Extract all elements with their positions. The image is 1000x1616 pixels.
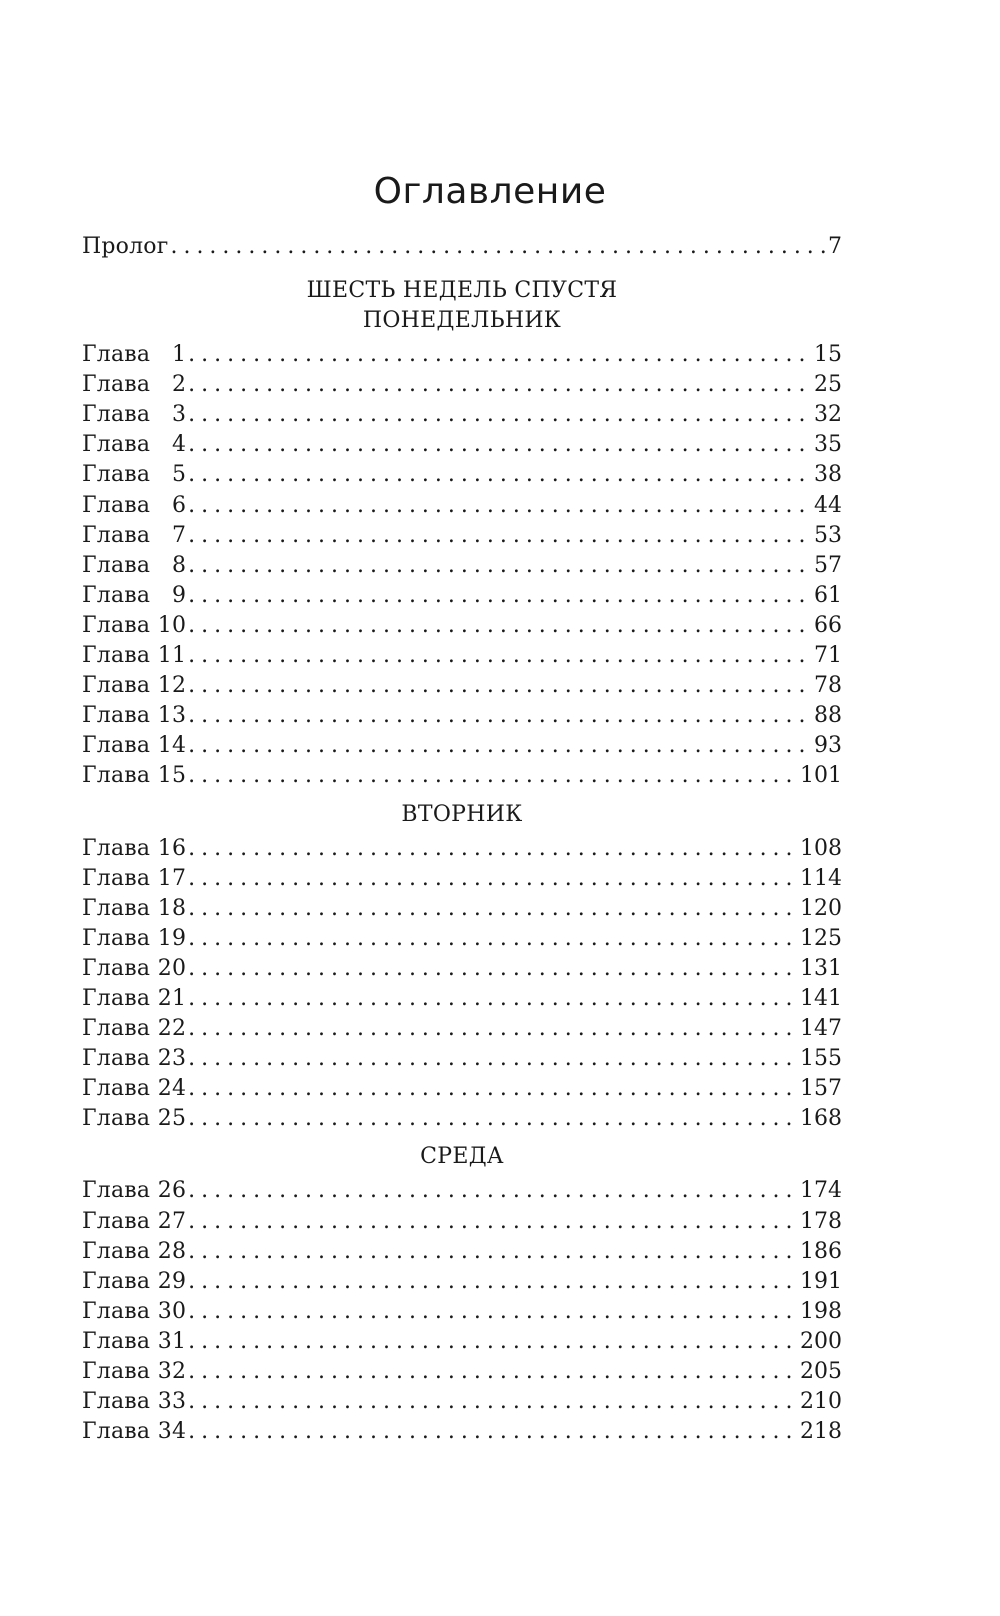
- toc-entry-chapter: [82, 370, 842, 400]
- toc-page-number: 66: [814, 612, 842, 638]
- toc-page-number: 78: [814, 673, 842, 699]
- toc-entry-chapter: [82, 1074, 842, 1104]
- toc-entry-chapter: [82, 761, 842, 791]
- toc-page-number: 108: [800, 835, 842, 861]
- toc-entry-chapter: [82, 894, 842, 924]
- toc-page-number: 141: [800, 985, 842, 1011]
- toc-entry-label: [82, 834, 186, 864]
- chapter-number: 21: [157, 985, 187, 1011]
- toc-entry-chapter: [82, 491, 842, 521]
- toc-entry-chapter: [82, 1417, 842, 1447]
- chapter-number: 32: [157, 1359, 187, 1384]
- dot-leader: [188, 641, 812, 671]
- chapter-number: 24: [157, 1076, 187, 1102]
- toc-page-number: 7: [828, 234, 842, 259]
- dot-leader: [188, 1327, 798, 1357]
- toc-entry-label: [82, 1357, 186, 1387]
- chapter-number: 20: [157, 955, 187, 981]
- toc-page-number: 57: [814, 552, 842, 578]
- chapter-word: Глава: [82, 733, 151, 759]
- toc-entry-label: [82, 1267, 186, 1297]
- toc-entry-label: [82, 984, 186, 1014]
- dot-leader: [188, 1417, 798, 1447]
- toc-entry-label: [82, 1237, 186, 1267]
- toc-entry-label: [82, 1207, 186, 1237]
- chapter-number: 22: [157, 1016, 187, 1042]
- toc-entry-label: [82, 460, 186, 490]
- chapter-word: Глава: [82, 673, 151, 699]
- toc-page-number: 35: [814, 432, 842, 458]
- chapter-word: Глава: [82, 1328, 151, 1354]
- toc-entry-chapter: [82, 581, 842, 611]
- chapter-number: 31: [157, 1328, 187, 1354]
- toc-page-number: 155: [800, 1046, 842, 1072]
- chapter-number: 6: [171, 492, 187, 518]
- toc-entry-label: [82, 864, 186, 894]
- dot-leader: [188, 581, 812, 611]
- toc-section: [82, 1134, 842, 1447]
- chapter-word: Глава: [82, 1389, 151, 1415]
- chapter-word: Глава: [82, 1178, 151, 1204]
- dot-leader: [188, 521, 812, 551]
- chapter-number: 25: [157, 1106, 187, 1132]
- toc-entry-label: [82, 954, 186, 984]
- chapter-number: 18: [157, 895, 187, 921]
- toc-page-number: 200: [800, 1328, 842, 1354]
- dot-leader: [188, 731, 812, 761]
- chapter-word: Глава: [82, 582, 151, 608]
- toc-entry-chapter: [82, 400, 842, 430]
- dot-leader: [188, 1176, 798, 1206]
- dot-leader: [188, 340, 812, 370]
- chapter-number: 1: [171, 342, 187, 368]
- toc-page-number: 101: [800, 763, 842, 789]
- chapter-number: 2: [171, 372, 187, 398]
- chapter-number: 29: [157, 1268, 187, 1294]
- toc-entry-label: [82, 761, 186, 791]
- chapter-word: Глава: [82, 462, 151, 488]
- toc-entry-label: [82, 671, 186, 701]
- dot-leader: [188, 924, 798, 954]
- toc-entry-chapter: [82, 984, 842, 1014]
- dot-leader: [188, 894, 798, 924]
- toc-entry-label: [82, 731, 186, 761]
- spacer: [82, 792, 842, 800]
- toc-page-number: 157: [800, 1076, 842, 1102]
- toc-entry-chapter: [82, 430, 842, 460]
- dot-leader: [188, 1074, 798, 1104]
- toc-entry-label: [82, 1014, 186, 1044]
- dot-leader: [188, 954, 798, 984]
- spacer: [82, 262, 842, 276]
- toc-page-number: 38: [814, 462, 842, 488]
- toc-entry-chapter: [82, 1207, 842, 1237]
- toc-page-number: 88: [814, 703, 842, 729]
- chapter-number: 16: [157, 835, 187, 861]
- dot-leader: [188, 491, 812, 521]
- chapter-word: Глава: [82, 372, 151, 398]
- chapter-number: 14: [157, 733, 187, 759]
- dot-leader: [188, 1357, 798, 1387]
- chapter-word: Глава: [82, 763, 151, 789]
- chapter-number: 13: [157, 703, 187, 729]
- toc-entry-chapter: [82, 1044, 842, 1074]
- toc-entry-chapter: [82, 340, 842, 370]
- dot-leader: [188, 1207, 798, 1237]
- section-heading: ПОНЕДЕЛЬНИК: [362, 308, 562, 334]
- chapter-number: 11: [157, 643, 187, 669]
- chapter-word: Глава: [82, 1359, 151, 1384]
- chapter-number: 10: [157, 612, 187, 638]
- chapter-word: Глава: [82, 865, 151, 891]
- dot-leader: [188, 460, 812, 490]
- toc-page-number: 44: [814, 492, 842, 518]
- toc-entry-chapter: [82, 671, 842, 701]
- chapter-word: Глава: [82, 1419, 151, 1445]
- chapter-word: Глава: [82, 402, 151, 428]
- dot-leader: [188, 1387, 798, 1417]
- chapter-number: 27: [157, 1208, 187, 1234]
- dot-leader: [188, 834, 798, 864]
- toc-entry-label: [82, 400, 186, 430]
- toc-page-number: 210: [800, 1389, 842, 1415]
- toc-entry-label: [82, 551, 186, 581]
- chapter-number: 26: [157, 1178, 187, 1204]
- toc-entry-chapter: [82, 1267, 842, 1297]
- toc-entry-label: [82, 894, 186, 924]
- chapter-number: 5: [171, 462, 187, 488]
- toc-entry-chapter: [82, 521, 842, 551]
- toc-page-number: 125: [800, 925, 842, 951]
- dot-leader: [188, 551, 812, 581]
- toc-section: [82, 792, 842, 1135]
- chapter-number: 3: [171, 402, 187, 428]
- chapter-number: 30: [157, 1298, 187, 1324]
- section-heading: ШЕСТЬ НЕДЕЛЬ СПУСТЯ: [306, 278, 618, 304]
- toc-entry-chapter: [82, 1014, 842, 1044]
- toc-section: [82, 276, 842, 791]
- toc-page-number: 147: [800, 1016, 842, 1042]
- chapter-word: Глава: [82, 835, 151, 861]
- toc-entry-label: [82, 641, 186, 671]
- section-heading: СРЕДА: [420, 1144, 504, 1170]
- chapter-word: Глава: [82, 522, 151, 548]
- toc-entry-chapter: [82, 1237, 842, 1267]
- dot-leader: [188, 430, 812, 460]
- dot-leader: [188, 864, 798, 894]
- toc-page-number: 25: [814, 372, 842, 398]
- section-heading: ВТОРНИК: [401, 801, 523, 827]
- chapter-word: Глава: [82, 612, 151, 638]
- chapter-number: 33: [157, 1389, 187, 1415]
- toc-entry-label: [82, 1387, 186, 1417]
- chapter-number: 12: [157, 673, 187, 699]
- chapter-number: 34: [157, 1419, 187, 1445]
- dot-leader: [188, 1237, 798, 1267]
- toc-entry-label: [82, 1297, 186, 1327]
- dot-leader: [170, 232, 826, 262]
- toc-page-number: 218: [800, 1419, 842, 1445]
- chapter-word: Глава: [82, 1298, 151, 1324]
- toc-page-number: 186: [800, 1238, 842, 1264]
- dot-leader: [188, 1267, 798, 1297]
- toc-entry-chapter: [82, 701, 842, 731]
- toc-entry-label: [82, 924, 186, 954]
- toc-page-number: 71: [814, 643, 842, 669]
- dot-leader: [188, 1104, 798, 1134]
- dot-leader: [188, 1297, 798, 1327]
- toc-entry-chapter: [82, 954, 842, 984]
- toc-entry-label: [82, 1417, 186, 1447]
- toc-entry-chapter: [82, 460, 842, 490]
- chapter-number: 9: [171, 582, 187, 608]
- chapter-word: Глава: [82, 925, 151, 951]
- toc-sections: [82, 276, 842, 1447]
- toc-entry-label: [82, 701, 186, 731]
- toc-page-number: 53: [814, 522, 842, 548]
- chapter-word: Глава: [82, 1016, 151, 1042]
- toc-page-number: 114: [800, 865, 842, 891]
- table-of-contents: [82, 232, 842, 1447]
- chapter-word: Глава: [82, 1076, 151, 1102]
- toc-entry-label: [82, 1074, 186, 1104]
- toc-page-number: 205: [800, 1359, 842, 1384]
- toc-page-number: 131: [800, 955, 842, 981]
- toc-entry-chapter: [82, 551, 842, 581]
- toc-entry-chapter: [82, 1387, 842, 1417]
- toc-entry-chapter: [82, 611, 842, 641]
- dot-leader: [188, 400, 812, 430]
- toc-entry-label: [82, 370, 186, 400]
- toc-entry-chapter: [82, 1104, 842, 1134]
- toc-page-number: 168: [800, 1106, 842, 1132]
- toc-entry-chapter: [82, 731, 842, 761]
- chapter-word: Глава: [82, 342, 151, 368]
- chapter-word: Глава: [82, 985, 151, 1011]
- toc-entry-label: Пролог: [82, 234, 169, 259]
- dot-leader: [188, 611, 812, 641]
- dot-leader: [188, 370, 812, 400]
- dot-leader: [188, 701, 812, 731]
- toc-page-number: 178: [800, 1208, 842, 1234]
- toc-entry-label: [82, 1176, 186, 1206]
- toc-page-number: 198: [800, 1298, 842, 1324]
- page-title: Оглавление: [373, 171, 607, 212]
- toc-entry-chapter: [82, 924, 842, 954]
- dot-leader: [188, 1044, 798, 1074]
- chapter-word: Глава: [82, 1106, 151, 1132]
- chapter-word: Глава: [82, 895, 151, 921]
- toc-page-number: 191: [800, 1268, 842, 1294]
- toc-entry-label: [82, 340, 186, 370]
- chapter-number: 28: [157, 1238, 187, 1264]
- chapter-number: 8: [171, 552, 187, 578]
- chapter-word: Глава: [82, 1208, 151, 1234]
- toc-entry-chapter: [82, 1357, 842, 1387]
- toc-page-number: 120: [800, 895, 842, 921]
- chapter-word: Глава: [82, 955, 151, 981]
- toc-page-number: 15: [814, 342, 842, 368]
- chapter-word: Глава: [82, 492, 151, 518]
- toc-entry-label: [82, 611, 186, 641]
- chapter-word: Глава: [82, 432, 151, 458]
- toc-page-number: 61: [814, 582, 842, 608]
- toc-entry-chapter: [82, 1297, 842, 1327]
- toc-page-number: 174: [800, 1178, 842, 1204]
- toc-entry-label: [82, 581, 186, 611]
- chapter-number: 7: [171, 522, 187, 548]
- chapter-number: 23: [157, 1046, 187, 1072]
- chapter-number: 17: [157, 865, 187, 891]
- toc-entry-label: [82, 430, 186, 460]
- toc-entry-chapter: [82, 834, 842, 864]
- toc-entry-chapter: [82, 641, 842, 671]
- chapter-number: 15: [157, 763, 187, 789]
- chapter-number: 4: [171, 432, 187, 458]
- chapter-word: Глава: [82, 643, 151, 669]
- toc-entry-chapter: [82, 1327, 842, 1357]
- chapter-word: Глава: [82, 1238, 151, 1264]
- chapter-word: Глава: [82, 552, 151, 578]
- toc-entry-label: [82, 1044, 186, 1074]
- toc-page-number: 32: [814, 402, 842, 428]
- toc-entry-label: [82, 1104, 186, 1134]
- dot-leader: [188, 671, 812, 701]
- dot-leader: [188, 1014, 798, 1044]
- chapter-word: Глава: [82, 1268, 151, 1294]
- spacer: [82, 1134, 842, 1142]
- toc-entry-prologue: [82, 232, 842, 262]
- toc-page-number: 93: [814, 733, 842, 759]
- toc-entry-label: [82, 1327, 186, 1357]
- toc-entry-label: [82, 521, 186, 551]
- chapter-word: Глава: [82, 703, 151, 729]
- toc-entry-label: [82, 491, 186, 521]
- chapter-word: Глава: [82, 1046, 151, 1072]
- chapter-number: 19: [157, 925, 187, 951]
- dot-leader: [188, 984, 798, 1014]
- toc-entry-chapter: [82, 864, 842, 894]
- toc-entry-chapter: [82, 1176, 842, 1206]
- dot-leader: [188, 761, 798, 791]
